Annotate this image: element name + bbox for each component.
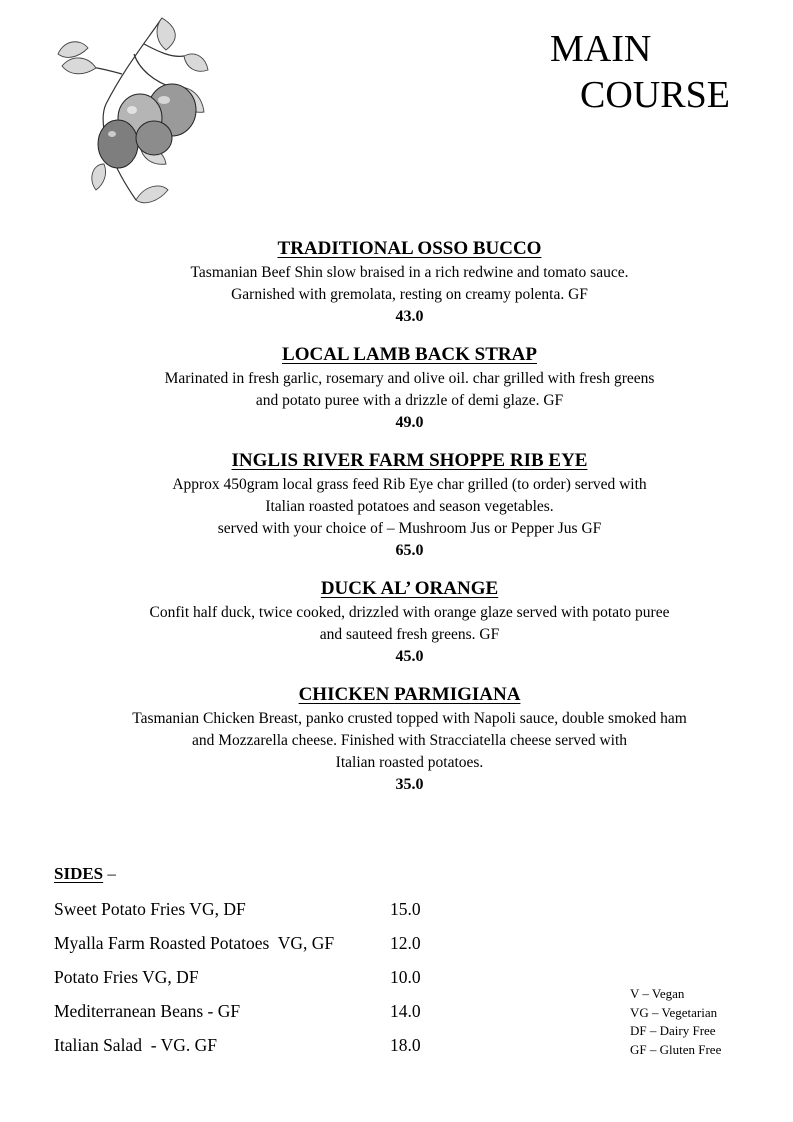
- legend-item: VG – Vegetarian: [630, 1004, 718, 1020]
- side-item-name: Sweet Potato Fries VG, DF: [54, 899, 246, 919]
- dish-description-line: and sauteed fresh greens. GF: [319, 626, 500, 643]
- sides-list: [54, 896, 454, 1066]
- dish-description-line: Confit half duck, twice cooked, drizzled with orange glaze served with potato puree: [149, 604, 670, 621]
- dish-description-line: Italian roasted potatoes.: [335, 754, 484, 771]
- dish-description-line: served with your choice of – Mushroom Jus or Pepper Jus GF: [217, 520, 602, 537]
- sides-heading-label: SIDES: [54, 864, 104, 883]
- side-item: [54, 998, 454, 1032]
- legend-item: V – Vegan: [630, 986, 685, 1001]
- dish-item: [0, 236, 793, 328]
- page-title-line-2: COURSE: [580, 74, 730, 116]
- dish-item: [0, 342, 793, 434]
- side-item-price: 12.0: [390, 933, 421, 953]
- side-item-name: Potato Fries VG, DF: [54, 967, 199, 987]
- side-item: [54, 896, 454, 930]
- main-course-list: [0, 236, 793, 810]
- dish-price: 43.0: [395, 308, 424, 325]
- sides-heading: [54, 864, 116, 884]
- dish-name: INGLIS RIVER FARM SHOPPE RIB EYE: [231, 450, 588, 471]
- side-item-name: Myalla Farm Roasted Potatoes VG, GF: [54, 933, 335, 953]
- dish-description-line: and Mozzarella cheese. Finished with Stracciatella cheese served with: [191, 732, 628, 749]
- dish-name: CHICKEN PARMIGIANA: [298, 684, 521, 705]
- dish-price: 49.0: [395, 414, 424, 431]
- dish-item: [0, 682, 793, 796]
- dish-description-line: Marinated in fresh garlic, rosemary and olive oil. char grilled with fresh greens: [164, 370, 655, 387]
- side-item-price: 10.0: [390, 967, 421, 987]
- dish-price: 35.0: [395, 776, 424, 793]
- dish-description-line: Garnished with gremolata, resting on creamy polenta. GF: [231, 286, 588, 303]
- legend-item: DF – Dairy Free: [630, 1023, 716, 1038]
- page-title-line-1: MAIN: [550, 28, 652, 70]
- side-item-price: 14.0: [390, 1001, 421, 1021]
- side-item-name: Mediterranean Beans - GF: [54, 1001, 241, 1021]
- dish-name: TRADITIONAL OSSO BUCCO: [277, 238, 542, 259]
- dish-description-line: Tasmanian Beef Shin slow braised in a rich redwine and tomato sauce.: [190, 264, 629, 281]
- dish-name: LOCAL LAMB BACK STRAP: [282, 344, 537, 365]
- dietary-legend: [630, 985, 721, 1059]
- plum-branch-illustration: [44, 14, 214, 209]
- sides-heading-dash: –: [103, 864, 116, 883]
- dish-item: [0, 448, 793, 562]
- dish-description-line: and potato puree with a drizzle of demi glaze. GF: [255, 392, 564, 409]
- dish-name: DUCK AL’ ORANGE: [320, 578, 499, 599]
- dish-description-line: Italian roasted potatoes and season vegetables.: [265, 498, 554, 515]
- dish-price: 65.0: [395, 542, 424, 559]
- dish-description-line: Tasmanian Chicken Breast, panko crusted topped with Napoli sauce, double smoked ham: [132, 710, 687, 727]
- side-item: [54, 964, 454, 998]
- side-item: [54, 930, 454, 964]
- side-item-price: 18.0: [390, 1035, 421, 1055]
- dish-description-line: Approx 450gram local grass feed Rib Eye char grilled (to order) served with: [172, 476, 647, 493]
- side-item-name: Italian Salad - VG. GF: [54, 1035, 217, 1055]
- dish-item: [0, 576, 793, 668]
- page-title: [550, 26, 730, 118]
- dish-price: 45.0: [395, 648, 424, 665]
- side-item: [54, 1032, 454, 1066]
- side-item-price: 15.0: [390, 899, 421, 919]
- legend-item: GF – Gluten Free: [630, 1041, 722, 1057]
